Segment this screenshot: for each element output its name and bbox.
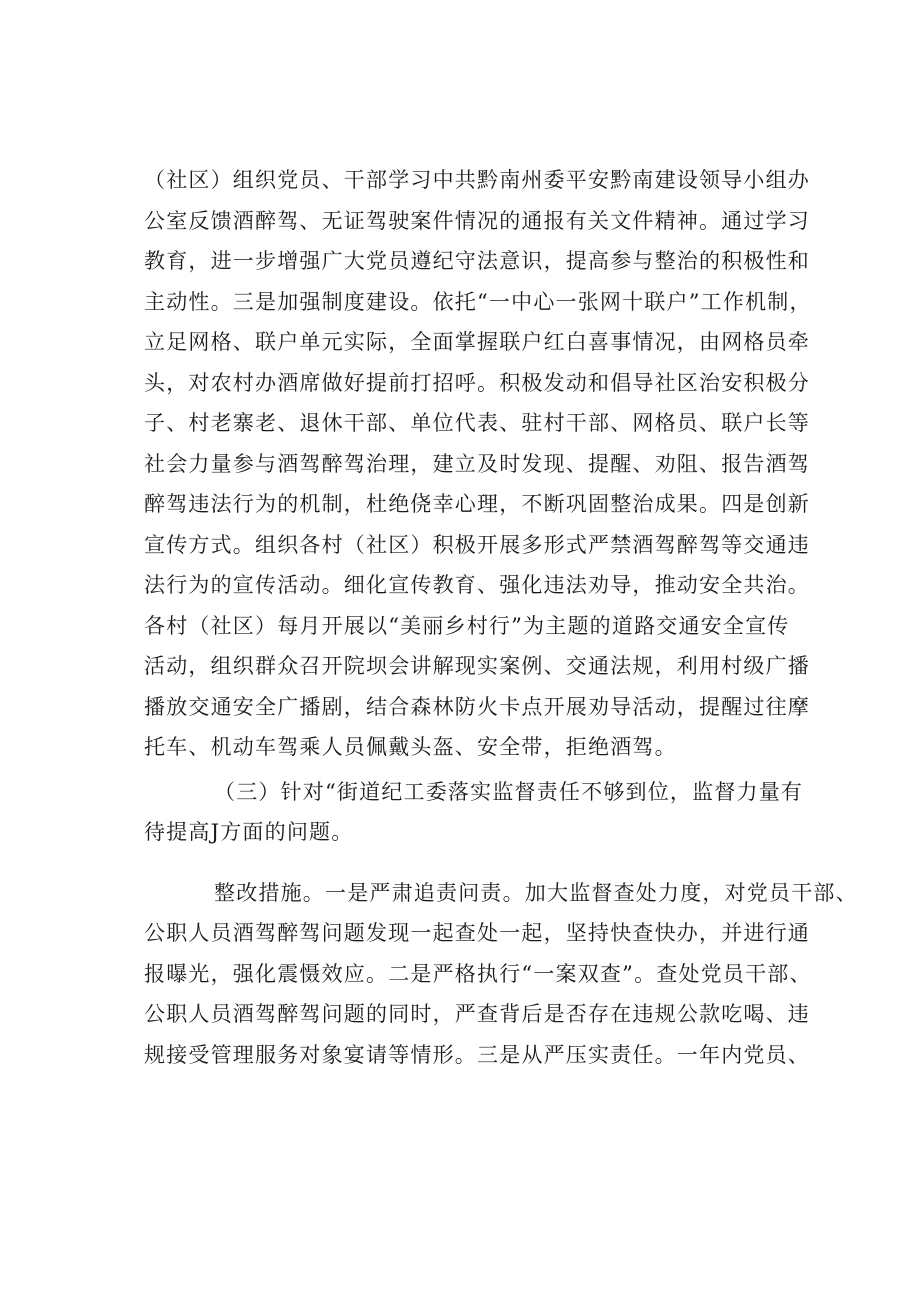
paragraph-line: 各村（社区）每月开展以“美丽乡村行”为主题的道路交通安全宣传 bbox=[144, 613, 790, 638]
paragraph-line: 整改措施。一是严肃追责问责。加大监督查处力度，对党员干部、 bbox=[214, 880, 858, 905]
paragraph-line: 立足网格、联户单元实际，全面掌握联户红白喜事情况，由网格员牵 bbox=[144, 330, 810, 354]
heading-line: 待提高J方面的问题。 bbox=[144, 820, 354, 844]
paragraph-line: 宣传方式。组织各村（社区）积极开展多形式严禁酒驾醉驾等交通违 bbox=[144, 532, 810, 557]
paragraph-line: 公室反馈酒醉驾、无证驾驶案件情况的通报有关文件精神。通过学习 bbox=[144, 208, 810, 233]
paragraph-line: 报曝光，强化震慑效应。二是严格执行“一案双查”。查处党员干部、 bbox=[144, 961, 812, 986]
paragraph-line: 活动，组织群众召开院坝会讲解现实案例、交通法规，利用村级广播 bbox=[144, 654, 810, 678]
paragraph-line: 子、村老寨老、退休干部、单位代表、驻村干部、网格员、联户长等 bbox=[144, 411, 810, 435]
paragraph-line: 规接受管理服务对象宴请等情形。三是从严压实责任。一年内党员、 bbox=[144, 1042, 810, 1067]
paragraph-line: 头，对农村办酒席做好提前打招呼。积极发动和倡导社区治安积极分 bbox=[144, 370, 810, 395]
paragraph-line: 播放交通安全广播剧，结合森林防火卡点开展劝导活动，提醒过往摩 bbox=[144, 694, 810, 719]
paragraph-line: 主动性。三是加强制度建设。依托“一中心一张网十联户”工作机制， bbox=[144, 289, 812, 314]
paragraph-line: （社区）组织党员、干部学习中共黔南州委平安黔南建设领导小组办 bbox=[144, 168, 810, 192]
heading-line: （三）针对“街道纪工委落实监督责任不够到位，监督力量有 bbox=[214, 779, 804, 804]
paragraph-line: 托车、机动车驾乘人员佩戴头盔、安全带，拒绝酒驾。 bbox=[144, 735, 677, 759]
section-heading bbox=[144, 772, 816, 853]
paragraph-measures bbox=[144, 873, 858, 1076]
paragraph-line: 法行为的宣传活动。细化宣传教育、强化违法劝导，推动安全共治。 bbox=[144, 573, 810, 597]
paragraph-continued bbox=[144, 160, 858, 1075]
paragraph-line: 教育，进一步增强广大党员遵纪守法意识，提高参与整治的积极性和 bbox=[144, 249, 810, 273]
paragraph-line: 公职人员酒驾醉驾问题发现一起查处一起，坚持快查快办，并进行通 bbox=[144, 921, 810, 945]
paragraph-line: 醉驾违法行为的机制，杜绝侥幸心理，不断巩固整治成果。四是创新 bbox=[144, 492, 810, 516]
paragraph-line: 社会力量参与酒驾醉驾治理，建立及时发现、提醒、劝阻、报告酒驾 bbox=[144, 451, 810, 476]
paragraph-line: 公职人员酒驾醉驾问题的同时，严查背后是否存在违规公款吃喝、违 bbox=[144, 1002, 810, 1026]
